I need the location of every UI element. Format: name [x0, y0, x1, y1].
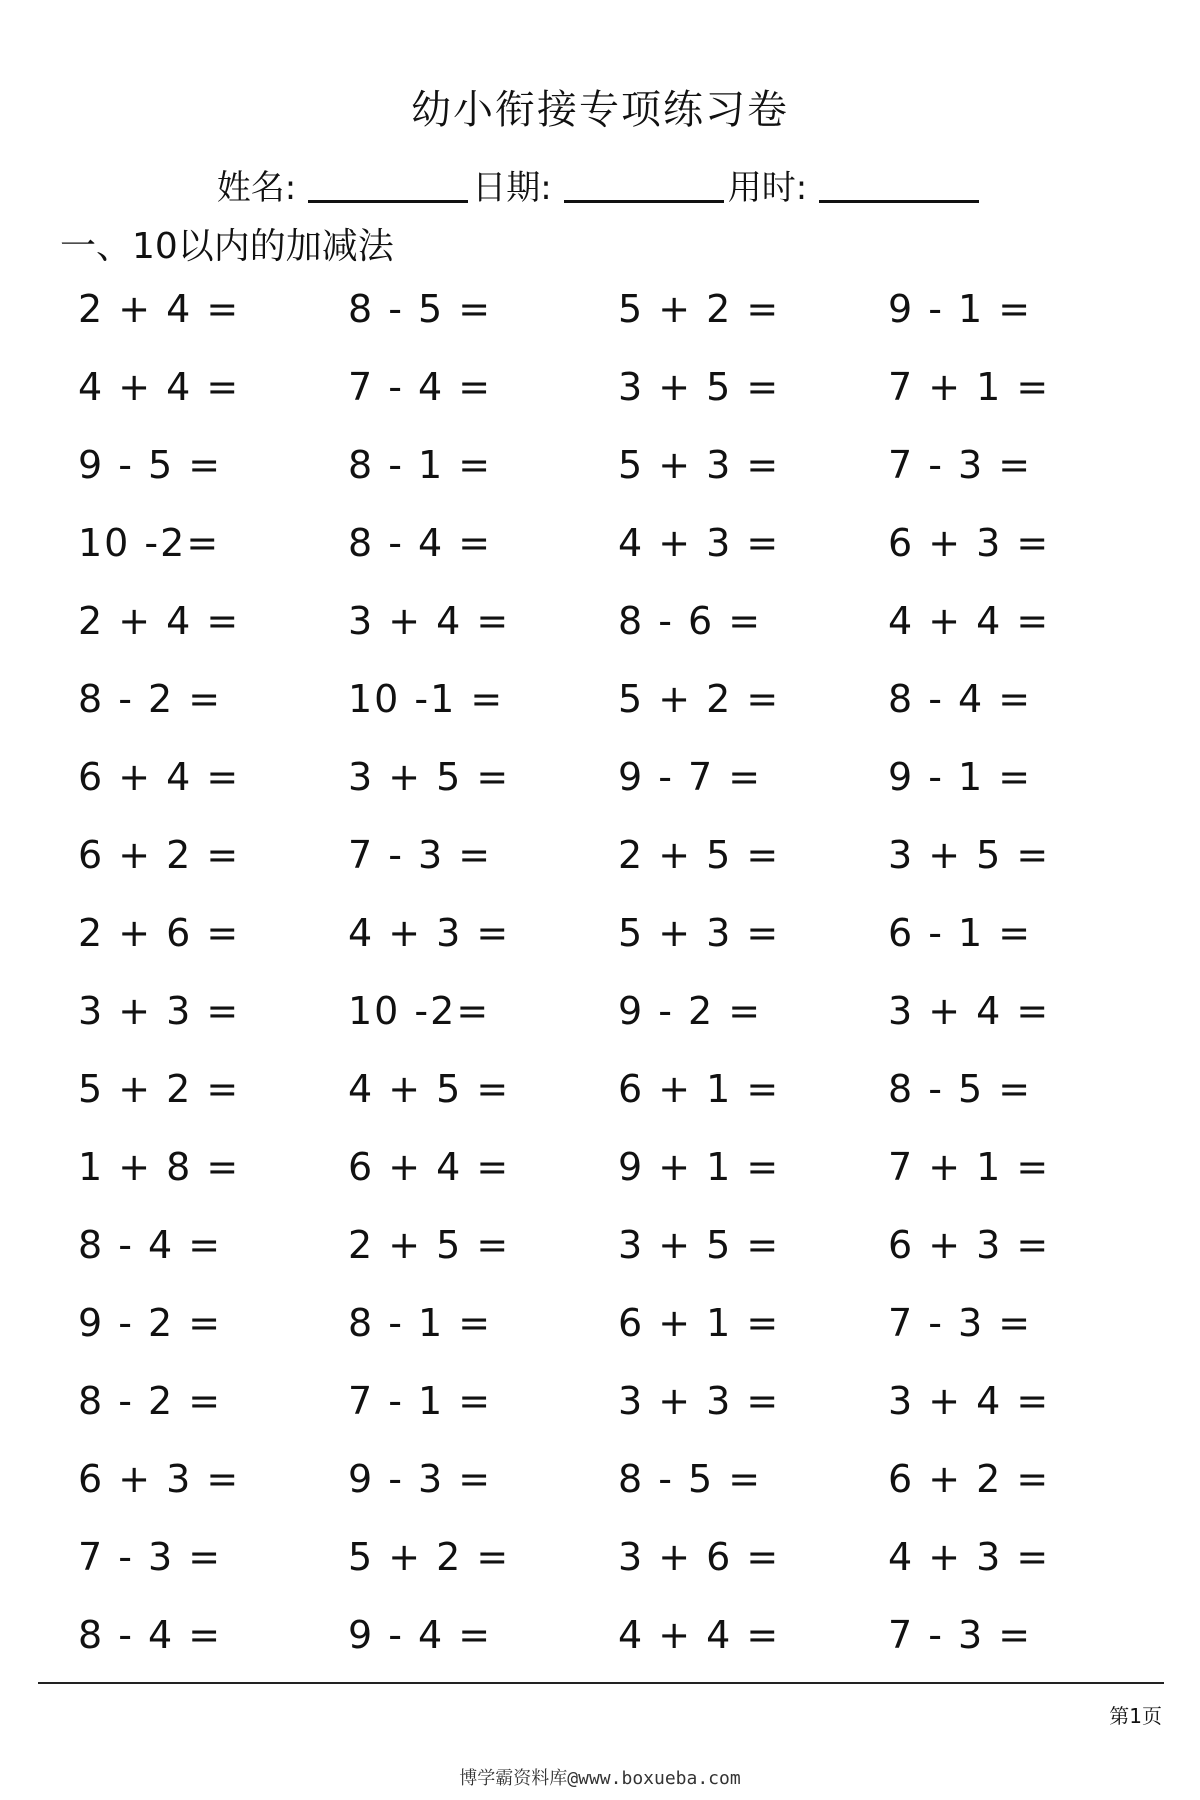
date-label: 日期: — [472, 168, 552, 208]
math-problem: 5 + 3 = — [618, 443, 781, 487]
math-problem: 6 + 2 = — [888, 1457, 1051, 1501]
math-problem: 3 + 4 = — [348, 599, 511, 643]
math-problem: 6 + 4 = — [348, 1145, 511, 1189]
math-problem: 10 -1 = — [348, 677, 505, 721]
math-problem: 9 - 5 = — [78, 443, 223, 487]
problem-row — [78, 1128, 1158, 1206]
math-problem: 2 + 4 = — [78, 287, 241, 331]
math-problem: 6 - 1 = — [888, 911, 1033, 955]
name-field — [217, 160, 472, 209]
math-problem: 3 + 4 = — [888, 989, 1051, 1033]
problem-row — [78, 972, 1158, 1050]
math-problem: 6 + 3 = — [888, 1223, 1051, 1267]
problem-row — [78, 1284, 1158, 1362]
math-problem: 7 - 1 = — [348, 1379, 493, 1423]
math-problem: 10 -2= — [78, 521, 221, 565]
problem-row — [78, 816, 1158, 894]
time-field — [728, 160, 983, 209]
math-problem: 8 - 4 = — [348, 521, 493, 565]
math-problem: 8 - 2 = — [78, 1379, 223, 1423]
math-problem: 7 - 3 = — [888, 443, 1033, 487]
info-row — [0, 160, 1200, 209]
problem-row — [78, 738, 1158, 816]
math-problem: 3 + 6 = — [618, 1535, 781, 1579]
math-problem: 2 + 6 = — [78, 911, 241, 955]
math-problem: 9 - 2 = — [618, 989, 763, 1033]
math-problem: 5 + 2 = — [78, 1067, 241, 1111]
math-problem: 8 - 5 = — [618, 1457, 763, 1501]
math-problem: 2 + 5 = — [348, 1223, 511, 1267]
problem-row — [78, 1206, 1158, 1284]
math-problem: 5 + 2 = — [618, 677, 781, 721]
problem-row — [78, 1440, 1158, 1518]
math-problem: 5 + 3 = — [618, 911, 781, 955]
problem-row — [78, 504, 1158, 582]
math-problem: 7 - 3 = — [78, 1535, 223, 1579]
math-problem: 9 - 1 = — [888, 755, 1033, 799]
math-problem: 7 - 3 = — [888, 1613, 1033, 1657]
math-problem: 6 + 1 = — [618, 1301, 781, 1345]
math-problem: 3 + 5 = — [618, 1223, 781, 1267]
math-problem: 7 - 3 = — [348, 833, 493, 877]
math-problem: 6 + 3 = — [888, 521, 1051, 565]
watermark: 博学霸资料库@www.boxueba.com — [459, 1768, 741, 1789]
math-problem: 8 - 6 = — [618, 599, 763, 643]
math-problem: 5 + 2 = — [348, 1535, 511, 1579]
name-label: 姓名: — [216, 168, 297, 208]
math-problem: 3 + 5 = — [888, 833, 1051, 877]
math-problem: 4 + 3 = — [618, 521, 781, 565]
problem-row — [78, 426, 1158, 504]
math-problem: 6 + 4 = — [78, 755, 241, 799]
problem-row — [78, 1362, 1158, 1440]
math-problem: 8 - 4 = — [78, 1223, 223, 1267]
math-problem: 8 - 1 = — [348, 1301, 493, 1345]
date-field — [472, 160, 727, 209]
problem-row — [78, 894, 1158, 972]
problem-row — [78, 1050, 1158, 1128]
footer-divider — [38, 1682, 1164, 1684]
math-problem: 8 - 2 = — [78, 677, 223, 721]
math-problem: 9 - 3 = — [348, 1457, 493, 1501]
problem-row — [78, 582, 1158, 660]
math-problem: 9 - 7 = — [618, 755, 763, 799]
math-problem: 3 + 3 = — [618, 1379, 781, 1423]
math-problem: 7 + 1 = — [888, 365, 1051, 409]
math-problem: 5 + 2 = — [618, 287, 781, 331]
problem-row — [78, 1518, 1158, 1596]
math-problem: 10 -2= — [348, 989, 491, 1033]
math-problem: 9 - 1 = — [888, 287, 1033, 331]
math-problem: 7 - 4 = — [348, 365, 493, 409]
math-problem: 6 + 2 = — [78, 833, 241, 877]
math-problem: 3 + 4 = — [888, 1379, 1051, 1423]
time-blank-line[interactable] — [819, 200, 979, 203]
math-problem: 1 + 8 = — [78, 1145, 241, 1189]
math-problem: 4 + 5 = — [348, 1067, 511, 1111]
math-problem: 4 + 4 = — [888, 599, 1051, 643]
math-problem: 3 + 3 = — [78, 989, 241, 1033]
math-problem: 8 - 5 = — [348, 287, 493, 331]
math-problem: 3 + 5 = — [348, 755, 511, 799]
math-problem: 4 + 3 = — [888, 1535, 1051, 1579]
problem-row — [78, 660, 1158, 738]
math-problem: 9 + 1 = — [618, 1145, 781, 1189]
section-heading: 一、10以内的加减法 — [60, 226, 394, 267]
problem-row — [78, 1596, 1158, 1674]
math-problem: 8 - 1 = — [348, 443, 493, 487]
math-problem: 7 + 1 = — [888, 1145, 1051, 1189]
math-problem: 2 + 4 = — [78, 599, 241, 643]
math-problem: 6 + 3 = — [78, 1457, 241, 1501]
math-problem: 4 + 3 = — [348, 911, 511, 955]
math-problem: 7 - 3 = — [888, 1301, 1033, 1345]
worksheet-title: 幼小衔接专项练习卷 — [411, 87, 789, 133]
math-problem: 8 - 4 = — [888, 677, 1033, 721]
math-problem: 8 - 4 = — [78, 1613, 223, 1657]
math-problem: 9 - 2 = — [78, 1301, 223, 1345]
math-problem: 4 + 4 = — [78, 365, 241, 409]
time-label: 用时: — [727, 168, 808, 208]
math-problem: 8 - 5 = — [888, 1067, 1033, 1111]
date-blank-line[interactable] — [564, 200, 724, 203]
problem-grid — [78, 270, 1158, 1674]
problem-row — [78, 270, 1158, 348]
problem-row — [78, 348, 1158, 426]
math-problem: 3 + 5 = — [618, 365, 781, 409]
page-number: 第1页 — [1109, 1704, 1162, 1728]
name-blank-line[interactable] — [308, 200, 468, 203]
math-problem: 9 - 4 = — [348, 1613, 493, 1657]
math-problem: 6 + 1 = — [618, 1067, 781, 1111]
math-problem: 2 + 5 = — [618, 833, 781, 877]
math-problem: 4 + 4 = — [618, 1613, 781, 1657]
